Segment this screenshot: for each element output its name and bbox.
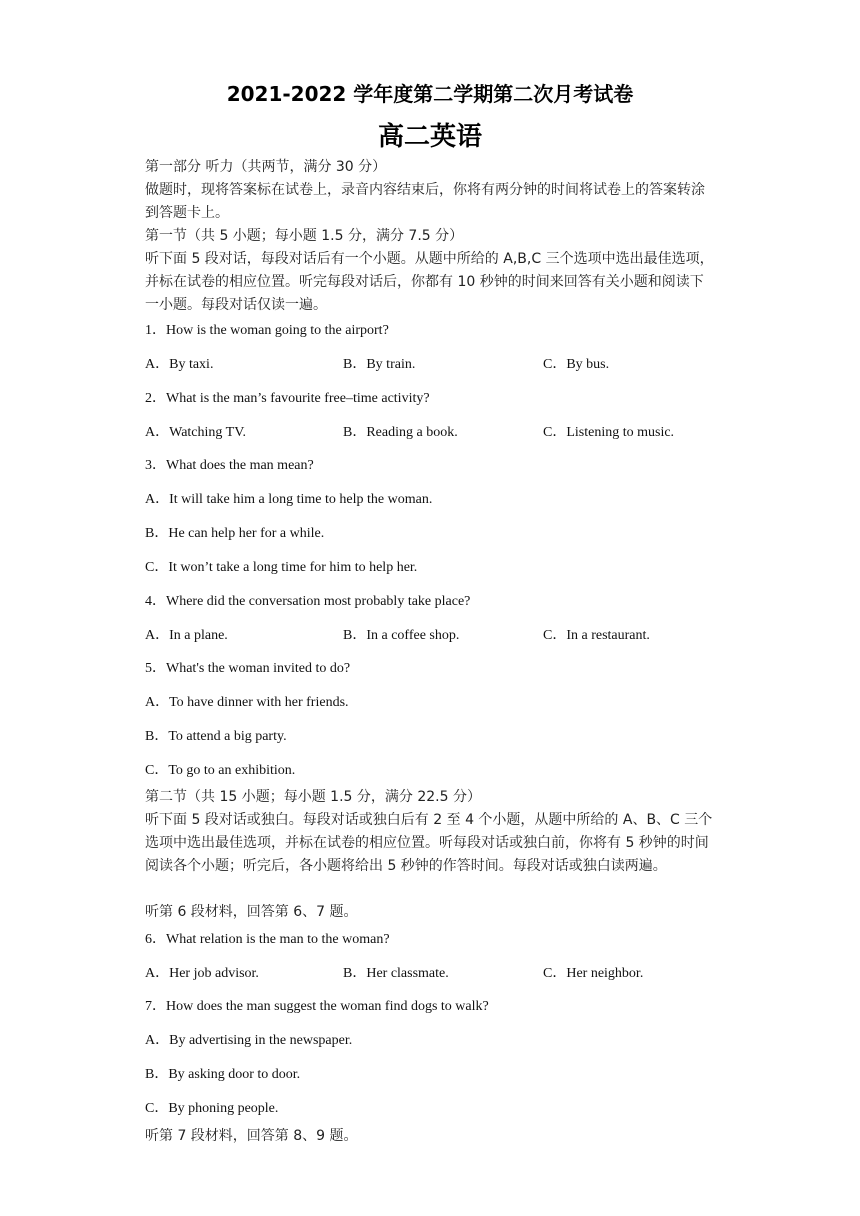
subject-title: 高二英语 (377, 122, 482, 152)
question-4-stem: 4．Where did the conversation most probably take place? (145, 594, 471, 609)
question-1-option-a: A．By taxi. (145, 357, 214, 372)
question-4-option-b: B．In a coffee shop. (343, 628, 460, 643)
question-7-option-a: A．By advertising in the newspaper. (145, 1033, 353, 1048)
question-4-option-c: C．In a restaurant. (543, 628, 650, 643)
question-4-option-a: A．In a plane. (145, 628, 228, 643)
question-7-option-b: B．By asking door to door. (145, 1067, 301, 1082)
question-7-stem: 7．How does the man suggest the woman find dogs to walk? (145, 999, 489, 1014)
question-6-option-c: C．Her neighbor. (543, 966, 644, 981)
question-1-option-c: C．By bus. (543, 357, 610, 372)
part1-heading: 第一部分 听力（共两节，满分 30 分） (145, 159, 387, 175)
question-6-stem: 6．What relation is the man to the woman? (145, 932, 390, 947)
question-2-option-a: A．Watching TV. (145, 425, 247, 440)
question-5-option-b: B．To attend a big party. (145, 729, 287, 744)
section2-instructions: 听下面 5 段对话或独白。每段对话或独白后有 2 至 4 个小题，从题中所给的 A、B、C 三个选项中选出最佳选项，并标在试卷的相应位置。听每段对话或独白前，你将有 5 秒钟的时间阅读各个小题；听完后，各小题将给出 5 秒钟的作答时间。每段对话或独白读两遍。 (145, 812, 713, 874)
question-2-stem: 2．What is the man’s favourite free–time activity? (145, 391, 430, 406)
question-1-option-b: B．By train. (343, 357, 416, 372)
question-3-option-a: A．It will take him a long time to help the woman. (145, 492, 433, 507)
question-1-stem: 1．How is the woman going to the airport? (145, 323, 389, 338)
question-2-option-c: C．Listening to music. (543, 425, 675, 440)
question-5-option-a: A．To have dinner with her friends. (145, 695, 349, 710)
question-5-stem: 5．What's the woman invited to do? (145, 661, 351, 676)
question-3-option-b: B．He can help her for a while. (145, 526, 325, 541)
exam-title: 2021-2022 学年度第二学期第二次月考试卷 (226, 82, 634, 106)
question-6-option-b: B．Her classmate. (343, 966, 449, 981)
material-7-note: 听第 7 段材料，回答第 8、9 题。 (145, 1128, 358, 1144)
section1-instructions: 听下面 5 段对话，每段对话后有一个小题。从题中所给的 A,B,C 三个选项中选出最佳选项，并标在试卷的相应位置。听完每段对话后，你都有 10 秒钟的时间来回答有关小题和阅读下一小题。每段对话仅读一遍。 (145, 251, 714, 313)
section2-heading: 第二节（共 15 小题；每小题 1.5 分，满分 22.5 分） (145, 789, 481, 805)
part1-instructions: 做题时，现将答案标在试卷上，录音内容结束后，你将有两分钟的时间将试卷上的答案转涂到答题卡上。 (145, 182, 705, 221)
section1-heading: 第一节（共 5 小题；每小题 1.5 分，满分 7.5 分） (145, 228, 464, 244)
question-7-option-c: C．By phoning people. (145, 1101, 279, 1116)
question-2-option-b: B．Reading a book. (343, 425, 458, 440)
question-5-option-c: C．To go to an exhibition. (145, 763, 296, 778)
question-3-stem: 3．What does the man mean? (145, 458, 314, 473)
question-3-option-c: C．It won’t take a long time for him to help her. (145, 560, 418, 575)
question-6-option-a: A．Her job advisor. (145, 966, 259, 981)
material-6-note: 听第 6 段材料，回答第 6、7 题。 (145, 904, 358, 920)
